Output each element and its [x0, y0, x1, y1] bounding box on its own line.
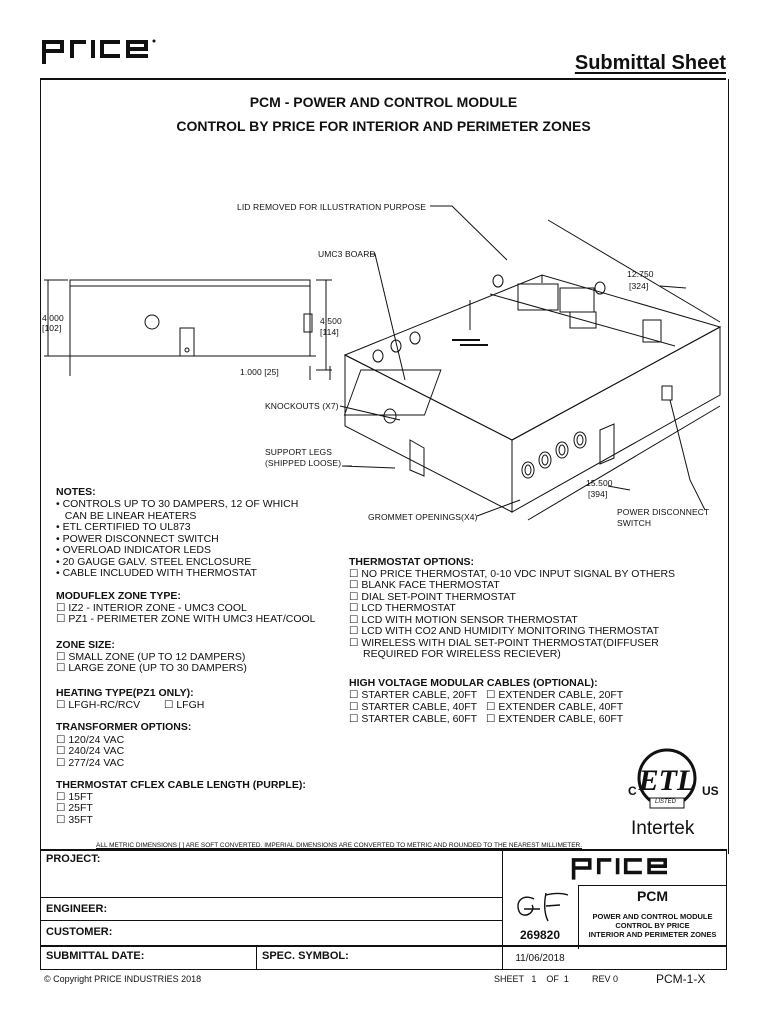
- dim-114: [114]: [320, 327, 339, 337]
- revision: REV 0: [592, 974, 619, 984]
- cflex-option[interactable]: ☐ 15FT: [56, 792, 93, 804]
- starter-cable-option[interactable]: ☐ STARTER CABLE, 40FT: [349, 702, 477, 714]
- price-logo: [40, 36, 158, 66]
- note-item: CAN BE LINEAR HEATERS: [56, 510, 197, 522]
- thermostat-option[interactable]: ☐ DIAL SET-POINT THERMOSTAT: [349, 592, 516, 604]
- spec-symbol-label: SPEC. SYMBOL:: [262, 950, 349, 962]
- product-title: PCM - POWER AND CONTROL MODULE: [249, 94, 518, 110]
- metric-note: ALL METRIC DIMENSIONS [ ] ARE SOFT CONVERTED. IMPERIAL DIMENSIONS ARE CONVERTED TO METRIC AND ROUNDED TO THE NEAREST MILLIMETER.: [96, 842, 583, 849]
- sheet-number: SHEET 1 OF 1: [494, 974, 569, 984]
- extender-cable-option[interactable]: ☐ EXTENDER CABLE, 60FT: [486, 714, 623, 726]
- label-umc3-board: UMC3 BOARD: [318, 249, 376, 259]
- notes-heading: NOTES:: [56, 486, 96, 498]
- cflex-option[interactable]: ☐ 25FT: [56, 803, 93, 815]
- note-item: • CABLE INCLUDED WITH THERMOSTAT: [56, 567, 257, 579]
- moduflex-option[interactable]: ☐ IZ2 - INTERIOR ZONE - UMC3 COOL: [56, 603, 247, 615]
- starter-cable-option[interactable]: ☐ STARTER CABLE, 20FT: [349, 690, 477, 702]
- etl-c: C: [628, 784, 637, 798]
- model-name: PCM: [636, 888, 669, 904]
- thermostat-option[interactable]: ☐ LCD WITH CO2 AND HUMIDITY MONITORING THERMOSTAT: [349, 626, 659, 638]
- copyright: © Copyright PRICE INDUSTRIES 2018: [44, 974, 202, 984]
- svg-text:ETL: ETL: [638, 764, 696, 797]
- document-code: PCM-1-X: [656, 972, 706, 986]
- transformer-option[interactable]: ☐ 120/24 VAC: [56, 735, 124, 747]
- note-item: • POWER DISCONNECT SWITCH: [56, 533, 219, 545]
- drawing-number: 269820: [519, 928, 561, 942]
- heating-option[interactable]: ☐ LFGH-RC/RCV: [56, 700, 140, 712]
- dim-4500: 4.500: [320, 316, 342, 326]
- thermostat-heading: THERMOSTAT OPTIONS:: [349, 556, 475, 568]
- engineer-label: ENGINEER:: [46, 903, 108, 915]
- label-shipped-loose: (SHIPPED LOOSE): [265, 458, 342, 468]
- transformer-option[interactable]: ☐ 277/24 VAC: [56, 758, 124, 770]
- label-power-disconnect: POWER DISCONNECT: [617, 507, 710, 517]
- submittal-date-label: SUBMITTAL DATE:: [46, 950, 145, 962]
- title-block-divider: [502, 849, 503, 970]
- moduflex-option[interactable]: ☐ PZ1 - PERIMETER ZONE WITH UMC3 HEAT/COOL: [56, 614, 316, 626]
- extender-cable-option[interactable]: ☐ EXTENDER CABLE, 20FT: [486, 690, 623, 702]
- model-desc-2: CONTROL BY PRICE: [615, 921, 690, 930]
- note-item: • CONTROLS UP TO 30 DAMPERS, 12 OF WHICH: [56, 498, 299, 510]
- thermostat-option[interactable]: ☐ NO PRICE THERMOSTAT, 0-10 VDC INPUT SIGNAL BY OTHERS: [349, 569, 675, 581]
- dim-4000: 4.000: [42, 313, 64, 323]
- label-support-legs: SUPPORT LEGS: [265, 447, 333, 457]
- sheet-title: Submittal Sheet: [574, 52, 726, 74]
- product-subtitle: CONTROL BY PRICE FOR INTERIOR AND PERIMETER ZONES: [176, 118, 591, 134]
- drawing-date: 11/06/2018: [515, 953, 565, 964]
- dim-324: [324]: [629, 281, 649, 291]
- dim-1000: 1.000 [25]: [240, 367, 279, 377]
- thermostat-option[interactable]: ☐ LCD WITH MOTION SENSOR THERMOSTAT: [349, 615, 578, 627]
- transformer-option[interactable]: ☐ 240/24 VAC: [56, 746, 124, 758]
- label-knockouts: KNOCKOUTS (X7): [265, 401, 339, 411]
- heating-option[interactable]: ☐ LFGH: [164, 700, 204, 712]
- engineer-signature: [510, 889, 572, 925]
- label-switch: SWITCH: [617, 518, 652, 528]
- label-grommet: GROMMET OPENINGS(X4): [368, 512, 478, 522]
- enclosure-drawing: [40, 180, 727, 530]
- cflex-option[interactable]: ☐ 35FT: [56, 815, 93, 827]
- dim-394: [394]: [588, 489, 608, 499]
- cflex-heading: THERMOSTAT CFLEX CABLE LENGTH (PURPLE):: [56, 779, 306, 791]
- model-desc-1: POWER AND CONTROL MODULE: [592, 912, 713, 921]
- zone-size-option[interactable]: ☐ LARGE ZONE (UP TO 30 DAMPERS): [56, 663, 247, 675]
- thermostat-option[interactable]: ☐ WIRELESS WITH DIAL SET-POINT THERMOSTAT(DIFFUSER: [349, 638, 659, 650]
- label-lid-removed: LID REMOVED FOR ILLUSTRATION PURPOSE: [237, 202, 427, 212]
- dim-12750: 12.750: [627, 269, 654, 279]
- zone-size-option[interactable]: ☐ SMALL ZONE (UP TO 12 DAMPERS): [56, 652, 245, 664]
- note-item: • ETL CERTIFIED TO UL873: [56, 521, 191, 533]
- customer-label: CUSTOMER:: [46, 926, 113, 938]
- extender-cable-option[interactable]: ☐ EXTENDER CABLE, 40FT: [486, 702, 623, 714]
- moduflex-heading: MODUFLEX ZONE TYPE:: [56, 590, 181, 602]
- thermostat-option-cont: REQUIRED FOR WIRELESS RECIEVER): [363, 648, 561, 660]
- starter-cable-option[interactable]: ☐ STARTER CABLE, 60FT: [349, 714, 477, 726]
- intertek-logo: Intertek: [631, 818, 695, 839]
- thermostat-option[interactable]: ☐ BLANK FACE THERMOSTAT: [349, 580, 500, 592]
- project-label: PROJECT:: [46, 853, 101, 865]
- title-block-rule: [40, 849, 727, 851]
- dim-15500: 15.500: [586, 478, 613, 488]
- heating-heading: HEATING TYPE(PZ1 ONLY):: [56, 687, 194, 699]
- transformer-heading: TRANSFORMER OPTIONS:: [56, 721, 192, 733]
- hv-cables-heading: HIGH VOLTAGE MODULAR CABLES (OPTIONAL):: [349, 677, 598, 689]
- note-item: • 20 GAUGE GALV. STEEL ENCLOSURE: [56, 556, 252, 568]
- model-desc-3: INTERIOR AND PERIMETER ZONES: [588, 930, 717, 939]
- thermostat-option[interactable]: ☐ LCD THERMOSTAT: [349, 603, 456, 615]
- dim-102: [102]: [42, 323, 62, 333]
- price-logo-small: [570, 854, 676, 882]
- note-item: • OVERLOAD INDICATOR LEDS: [56, 544, 211, 556]
- etl-us: US: [702, 784, 719, 798]
- etl-listed: LISTED: [655, 799, 677, 805]
- zone-size-heading: ZONE SIZE:: [56, 639, 115, 651]
